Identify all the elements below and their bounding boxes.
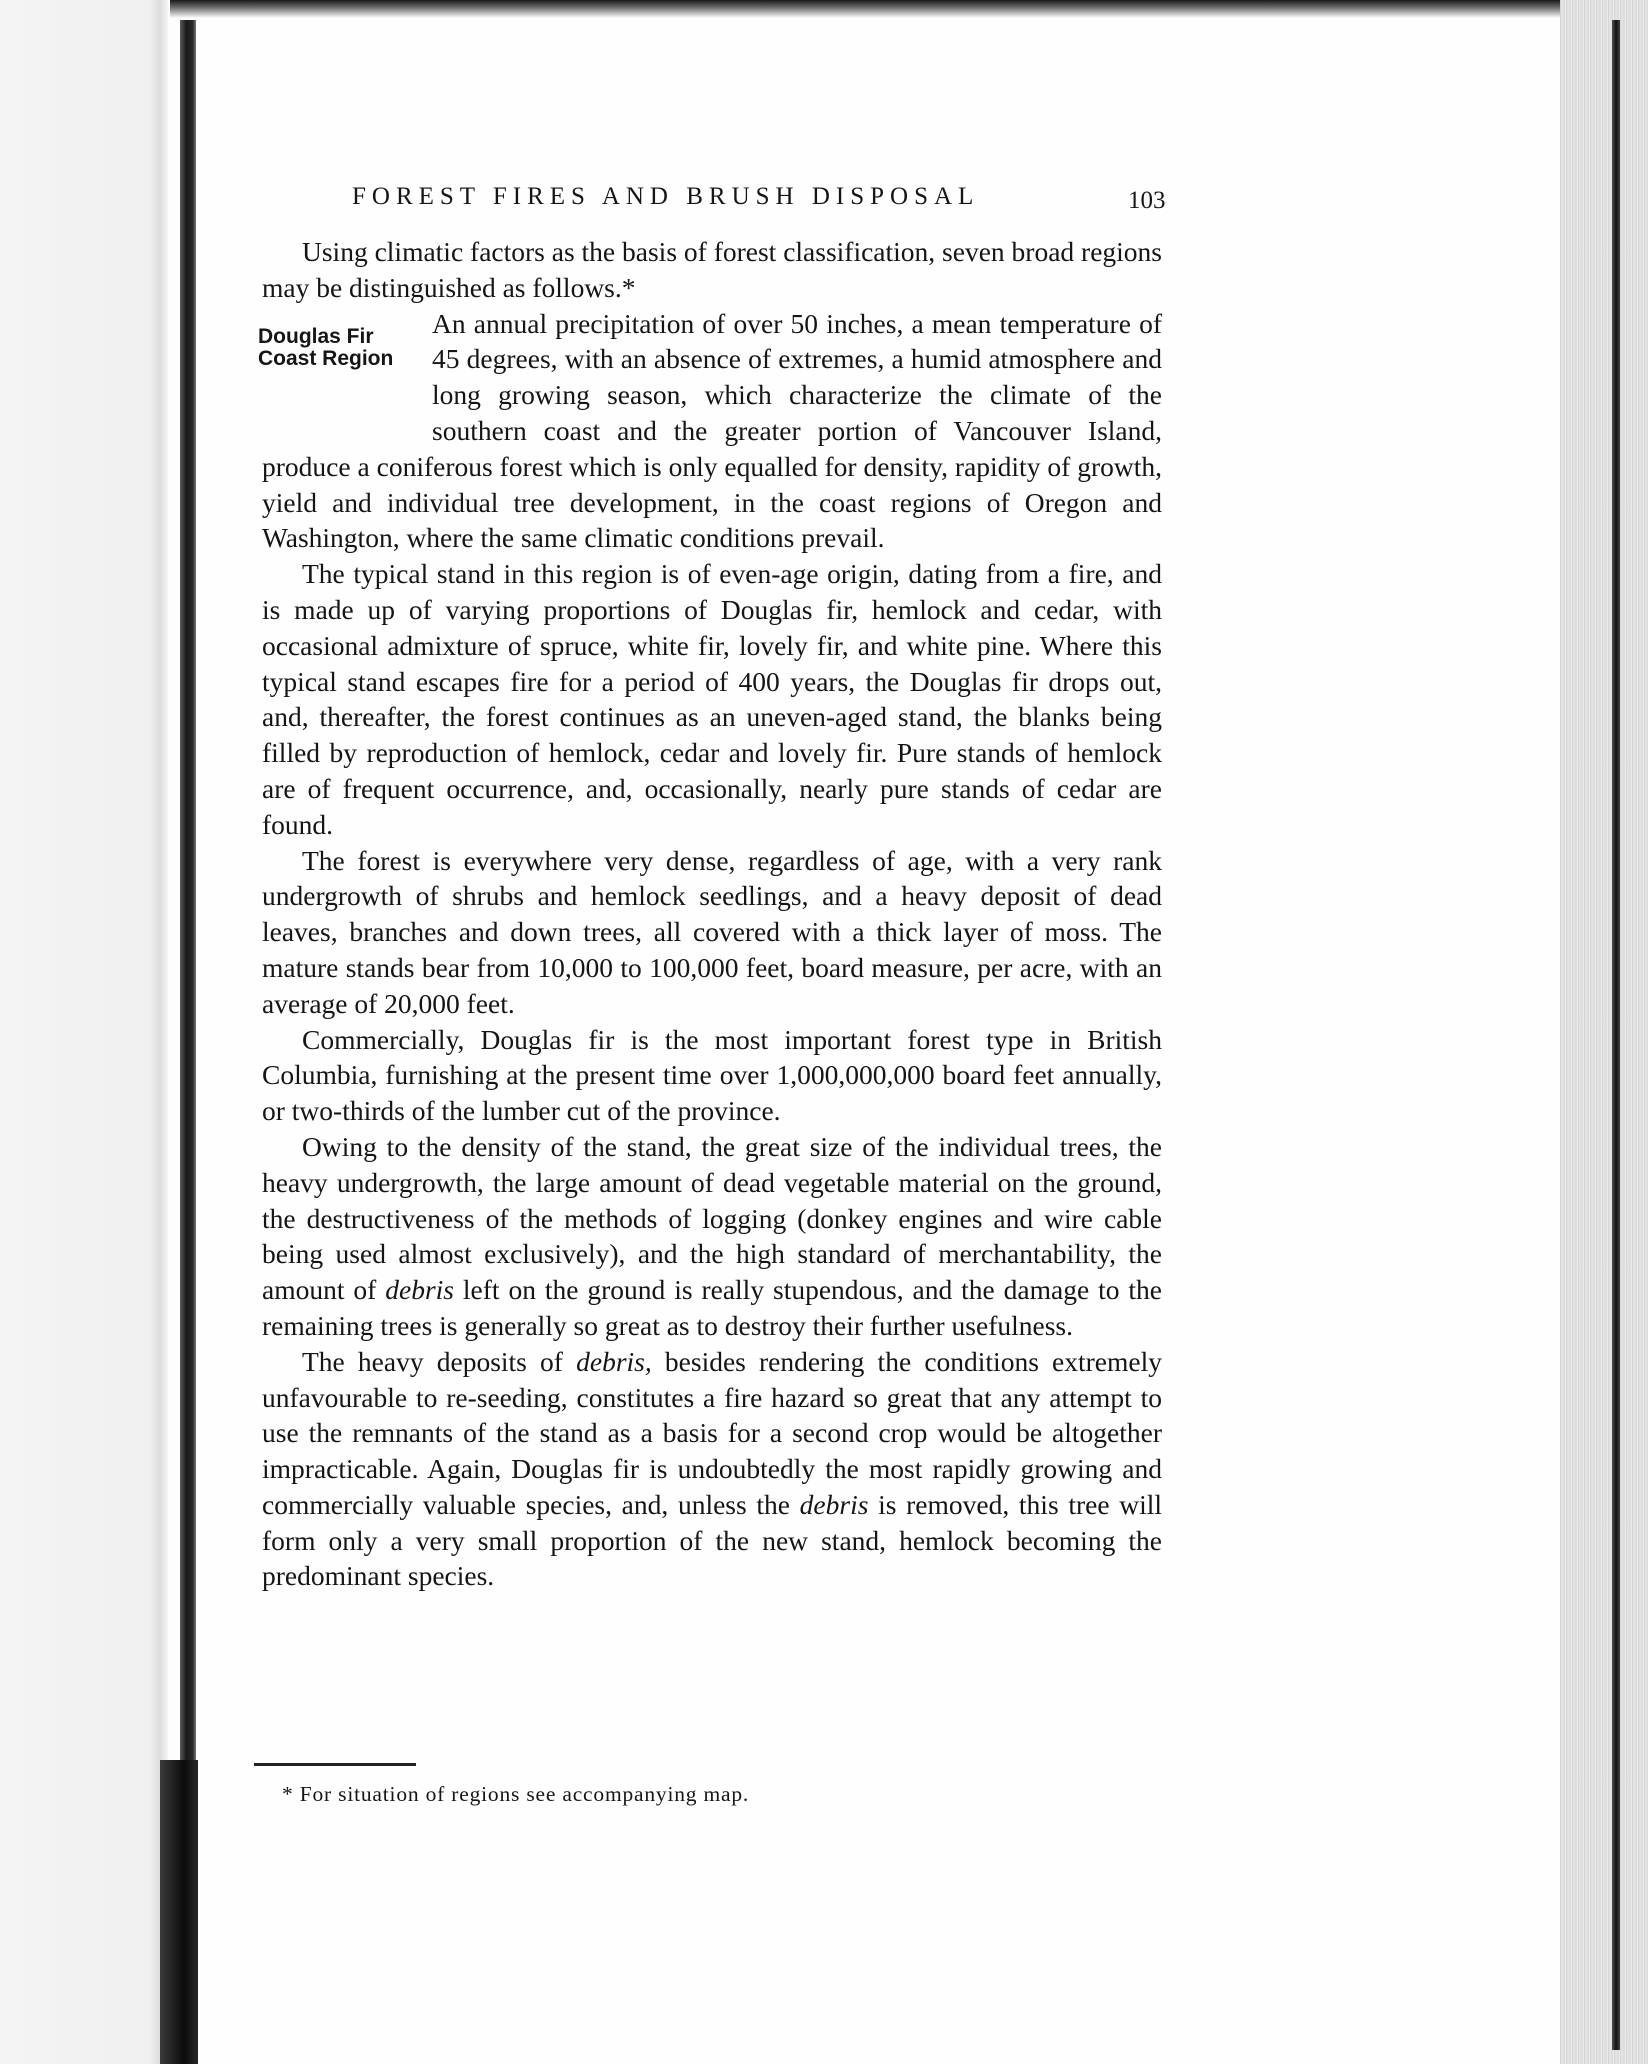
- paragraph-forest-density: The forest is everywhere very dense, regardless of age, with a very rank undergrowth of shrubs and hemlock seedlings, and a heavy deposit of dead leaves, branches and down trees, all covered with a thick layer of moss. The mature stands bear from 10,000 to 100,000 feet, board measure, per acre, with an average of 20,000 feet.: [262, 844, 1162, 1019]
- previous-page-edge: [0, 0, 168, 2064]
- paragraph-climate: An annual precipitation of over 50 inches, a mean temperature of 45 degrees, with an absence of extremes, a humid atmosphere and long growing season, which characterize the climate of the southern coast and the greater portion of Vancouver Island, produce a coniferous forest which is only equalled for density, rapidity of growth, yield and individual tree development, in the coast regions of Oregon and Washington, where the same climatic conditions prevail.: [262, 307, 1162, 554]
- page-number: 103: [1128, 187, 1166, 214]
- paragraph-hazard-italic-1: debris,: [576, 1345, 652, 1377]
- paragraph-hazard-text-a: The heavy deposits of: [302, 1345, 577, 1377]
- paragraph-debris-text-a: Owing to the density of the stand, the great size of the individual trees, the heavy undergrowth, the large amount of dead vegetable material on the ground, the destructiveness of the methods of logging (donkey engines and wire cable being used almost exclusively), and the high standard of merchantability, the amount of: [262, 1130, 1162, 1306]
- paragraph-hazard-text-b: besides rendering the conditions extremely unfavourable to re-seeding, constitutes a fire hazard so great that any attempt to use the remnants of the stand as a basis for a second crop would be altogether impracticable. Again, Douglas fir is undoubtedly the most rapidly growing and commercially valuable species, and, unless the: [262, 1345, 1163, 1520]
- body-text: [258, 234, 1163, 1594]
- paragraph-hazard-text-c: is removed, this tree will form only a very small proportion of the new stand, hemlock becoming the predominant species.: [262, 1488, 1163, 1592]
- top-edge-shadow: [170, 0, 1648, 18]
- sidenote-line-1: Douglas Fir: [258, 324, 374, 348]
- sidenote-line-2: Coast Region: [258, 346, 394, 370]
- paragraph-debris-text-b: left on the ground is really stupendous, and the damage to the remaining trees is generally so great as to destroy their further usefulness.: [262, 1274, 1162, 1341]
- paragraph-fire-hazard: [262, 1344, 1162, 1595]
- paragraph-commercial: Commercially, Douglas fir is the most important forest type in British Columbia, furnishing at the present time over 1,000,000,000 board feet annually, or two-thirds of the lumber cut of the province.: [262, 1023, 1162, 1127]
- margin-sidenote: [258, 310, 420, 418]
- footnote-rule: [254, 1763, 416, 1766]
- paragraph-intro: Using climatic factors as the basis of forest classification, seven broad regions may be distinguished as follows.*: [262, 236, 1162, 303]
- book-binding-shadow-lower: [160, 1760, 200, 2064]
- footnote: * For situation of regions see accompanying map.: [282, 1782, 750, 1806]
- paragraph-typical-stand: The typical stand in this region is of even-age origin, dating from a fire, and is made up of varying proportions of Douglas fir, hemlock and cedar, with occasional admixture of spruce, white fir, lovely fir, and white pine. Where this typical stand escapes fire for a period of 400 years, the Douglas fir drops out, and, thereafter, the forest continues as an uneven-aged stand, the blanks being filled by reproduction of hemlock, cedar and lovely fir. Pure stands of hemlock are of frequent occurrence, and, occasionally, nearly pure stands of cedar are found.: [262, 558, 1162, 840]
- paragraph-debris-italic: debris: [385, 1274, 454, 1306]
- page-stack-shadow: [1612, 20, 1620, 2050]
- page-stack-edge: [1560, 0, 1648, 2064]
- paragraph-hazard-italic-2: debris: [799, 1488, 869, 1520]
- book-binding-shadow: [180, 20, 196, 2064]
- paragraph-debris: [262, 1129, 1162, 1344]
- running-head: FOREST FIRES AND BRUSH DISPOSAL: [352, 183, 980, 210]
